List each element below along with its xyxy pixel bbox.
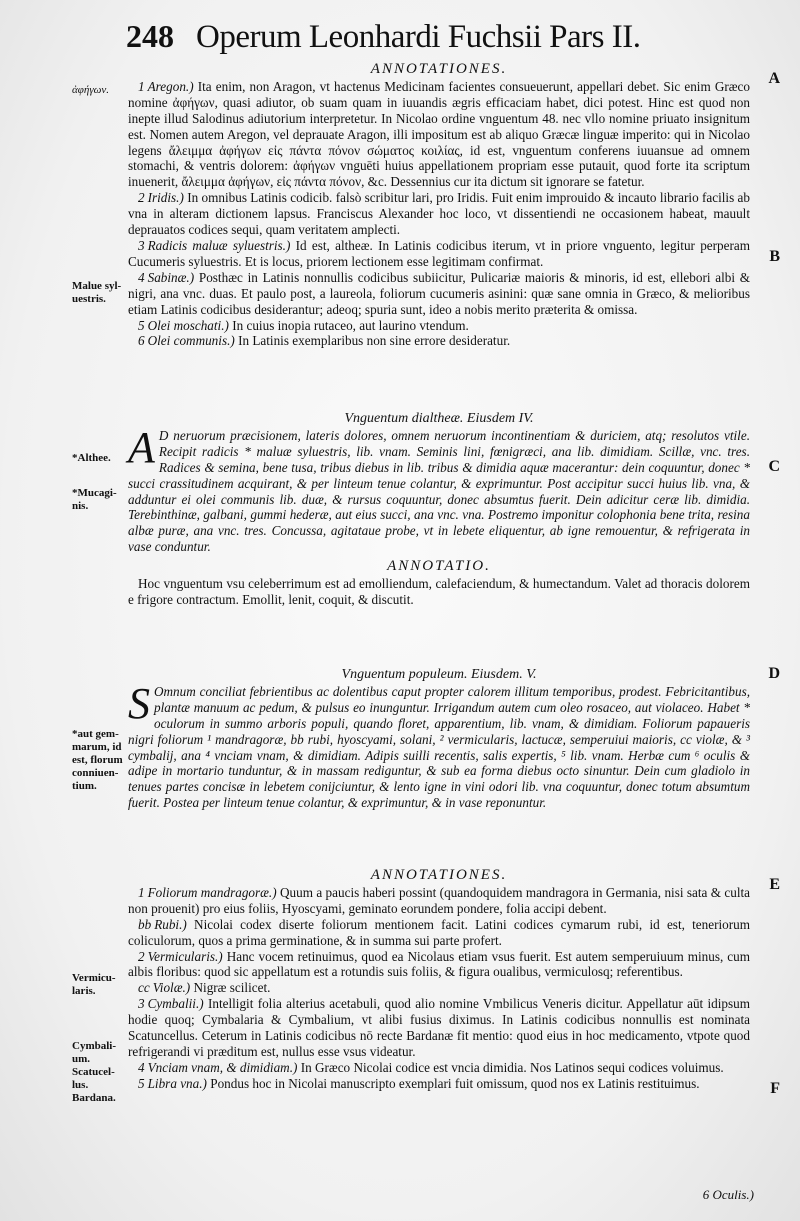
annotation-paragraph: 6 Olei communis.) In Latinis exemplaribus non sine errore desideratur. — [138, 333, 511, 349]
margin-letter-d: D — [768, 665, 780, 682]
margin-letter-e: E — [769, 876, 780, 893]
annotation-paragraph: 1 Foliorum mandragoræ.) Quum a paucis haberi possint (quandoquidem mandragora in Germania, nisi sata & culta non prouenit) pro eius foliis, Hyoscyami, geminato eorundem pondere, folia accipi debent. — [128, 884, 750, 916]
section-heading-annotationes: ANNOTATIONES. — [370, 61, 508, 77]
annotation-paragraph: 5 Libra vna.) Pondus hoc in Nicolai manuscripto exemplari fuit omissum, quod nos ex Latinis restituimus. — [138, 1075, 700, 1091]
annotatio-text: Hoc vnguentum vsu celeberrimum est ad emolliendum, calefaciendum, & humectandum. Valet ad thoracis dolorem e frigore contractum. Emollit, lenit, coquit, & discutit. — [128, 576, 750, 607]
margin-note-malue: Malue syl-uestris. — [72, 280, 122, 305]
recipe-text-dialthea: A D neruorum præcisionem, lateris dolores, omnem neruorum incontinentiam & duriciem, atq; resolutos vtile. Recipit radicis * maluæ syluestris, lib. vnam. Seminis lini, fœnigræci, ana lib. dimidiam. Scillæ, vnc. tres. Radices & semina, bene tusa, tribus diebus in lib. tribus & dimidia aquæ macerantur: dein coquuntur, donec * succi crassitudinem acquirant, & per linteum tenue colantur, & exprimuntur. Post accipitur succi huius lib. vna, & adduntur ei olei communis lib. duæ, & rursus coquuntur, donec absumtus fuerit. Dein adicitur ceræ lib. dimidia. Terebinthinæ, galbani, gummi hederæ, aut eius succi, ana vnc. vna. Postremo imponitur colophonia bene trita, resina albæ puræ, ana vnc. tres. Concussa, agitataue probe, vt in lebete eliquentur, ab igne remouentur, & refrigerata in vase conduntur. — [128, 422, 750, 555]
annotation-paragraph: 3 Radicis maluæ syluestris.) Id est, altheæ. In Latinis codicibus iterum, vt in priore vnguento, legitur perperam Cucumeris syluestris. Et is locus, priorem lectionem esse legitimam confirmat. — [128, 237, 750, 269]
margin-note-vermicularis: Vermicu-laris. — [72, 972, 116, 997]
margin-note-mucaginis: *Mucagi-nis. — [72, 487, 117, 512]
margin-letter-c: C — [768, 458, 780, 475]
margin-letter-a: A — [768, 70, 780, 87]
recipe-heading-dialthea: Vnguentum dialtheæ. Eiusdem IV. — [344, 411, 534, 426]
annotation-paragraph: 5 Olei moschati.) In cuius inopia rutaceo, aut laurino vtendum. — [138, 317, 469, 333]
drop-cap: S — [128, 678, 150, 728]
annotation-paragraph: bb Rubi.) Nicolai codex diserte foliorum mentionem facit. Latini codices cymarum rubi, id est, teneriorum coliculorum, quos a prima germinatione, & in summa sui parte profert. — [128, 916, 750, 948]
recipe-dialthea-block — [128, 410, 750, 608]
section-heading-annotatio: ANNOTATIO. — [387, 558, 491, 575]
annotation-paragraph: 4 Sabinæ.) Posthæc in Latinis nonnullis codicibus subiicitur, Pulicariæ maioris & minoris, id est, ellebori albi & nigri, ana vnc. duas. Et paulo post, a laureola, foliorum cucumeris asinini: quæ sane omnia in Græco, & melioribus etiam Latinis codicibus desiderantur; adeoq; spuria sunt, ideo a nobis merito præterita & omissa. — [128, 269, 751, 317]
margin-letter-b: B — [769, 248, 780, 265]
margin-note-althee: *Althee. — [72, 452, 111, 464]
annotation-paragraph: 1 Aregon.) Ita enim, non Aragon, vt hactenus Medicinam facientes consueuerunt, appellari debet. Sic enim Græco nomine ἀφήγων, quasi adiutor, ob suam quam in iuuandis ægris efficaciam habet, dici potest. Hinc est quod non inepte illud Salodinus adiutorium interpretetur. In Nicolao ordine vnguentum 48. nec vllo nomine priuato insignitum est. Nomen autem Aregon, vel deprauate Aragon, illi impositum est ab aliquo Græcæ linguæ imperito: qui in Nicolao legens ἄλειμμα ἀφήγων εἰς πάντα πόνον σώματος κοιλίας, id est, vnguentum conferens iuuansue ad omnem stomachi, & ventris dolorem: ἀφήγων vnguēti huius appellationem propriam esse putauit, quod forte ita scriptum inuenerit, ἄλειμμα ἀφήγων, εἰς πάντα πόνον, &c. Dessennius cur ita dictum sit ignorare se fatetur. — [128, 78, 750, 190]
recipe-populeum-block — [128, 666, 750, 811]
margin-note-gemmarum: *aut gem-marum, id est, florum conniuen-tium. — [72, 728, 123, 792]
section-heading-annotationes-2: ANNOTATIONES. — [370, 867, 508, 883]
catchword: 6 Oculis.) — [702, 1187, 754, 1202]
annotation-paragraph: 2 Vermicularis.) Hanc vocem retinuimus, quod ea Nicolaus etiam vsus fuerit. Est autem semperuiuum minus, cum albis floribus: quod sic appellatum est a rotundis suis foliis, & figura oualibus, vermiculosq; referentibus. — [128, 948, 750, 980]
margin-note-cymbalium: Cymbali-um. Scatucel-lus. Bardana. — [72, 1040, 116, 1104]
margin-letter-f: F — [770, 1080, 780, 1097]
page-number: 248 — [126, 18, 174, 54]
annotation-paragraph: cc Violæ.) Nigræ scilicet. — [138, 980, 271, 996]
running-title: Operum Leonhardi Fuchsii Pars II. — [196, 19, 641, 55]
margin-note-greek: ἀφήγων. — [72, 84, 110, 96]
drop-cap: A — [128, 422, 155, 472]
annotations-block-2 — [128, 866, 750, 1092]
annotation-paragraph: 3 Cymbalii.) Intelligit folia alterius acetabuli, quod alio nomine Vmbilicus Veneris dicitur. Appellatur aūt idipsum hodie quoq; Cymbalaria & Cymbalium, vt alibi fusius diximus. In Latinis codicibus nonnullis est nominata Scatuncellus. Ceterum in Latinis codicibus nō recte Bardanæ fit mentio: quod eius in hoc medicamento, vtpote quod refrigerandi vi præditum est, nullus esse vsus videatur. — [128, 996, 751, 1059]
annotations-block-1 — [128, 60, 750, 349]
recipe-text-populeum: S Omnum conciliat febrientibus ac dolentibus caput propter calorem illitum temporibus, prodest. Febricitantibus, plantæ manuum ac pedum, & pulsus eo inunguntur. Irrigandum autem cum oleo rosaceo, aut violaceo. Habet * oculorum in summo arboris populi, quando floret, apparentium, lib. vnam, & dimidiam. Foliorum papaueris nigri foliorum ¹ mandragoræ, bb rubi, hyoscyami, solani, ² vermicularis, lactucæ, semperuiui maioris, cc violæ, & ³ cymbalij, ana ⁴ vnciam vnam, & dimidiam. Adipis suilli recentis, salis expertis, ⁵ lib. vnam. Herbæ cum ⁶ oculis & adipe in mortario tunduntur, & in massam rediguntur, & sub ea forma diebus octo sinuntur. Dein cum gladiolo in tenues partes concisæ in lebetem conijciuntur, & lento igne in vini odori lib. vna coquuntur, donec totum absumtum fuerit. Postea per linteum tenue colantur, & exprimuntur, & in vase reponuntur. — [128, 678, 750, 811]
running-header — [126, 18, 706, 60]
annotation-paragraph: 2 Iridis.) In omnibus Latinis codicib. falsò scribitur lari, pro Iridis. Fuit enim improuido & incauto librario facilis ab vna in alteram dictionem lapsus. Franciscus Alexander hoc loco, vt dissentiendi ne occasionem habeat, mauult deprauatos codices sequi, quam veritatem amplecti. — [128, 190, 751, 238]
recipe-heading-populeum: Vnguentum populeum. Eiusdem. V. — [341, 667, 537, 682]
annotation-paragraph: 4 Vnciam vnam, & dimidiam.) In Græco Nicolai codice est vncia dimidia. Nos Latinos sequi codices voluimus. — [138, 1059, 724, 1075]
